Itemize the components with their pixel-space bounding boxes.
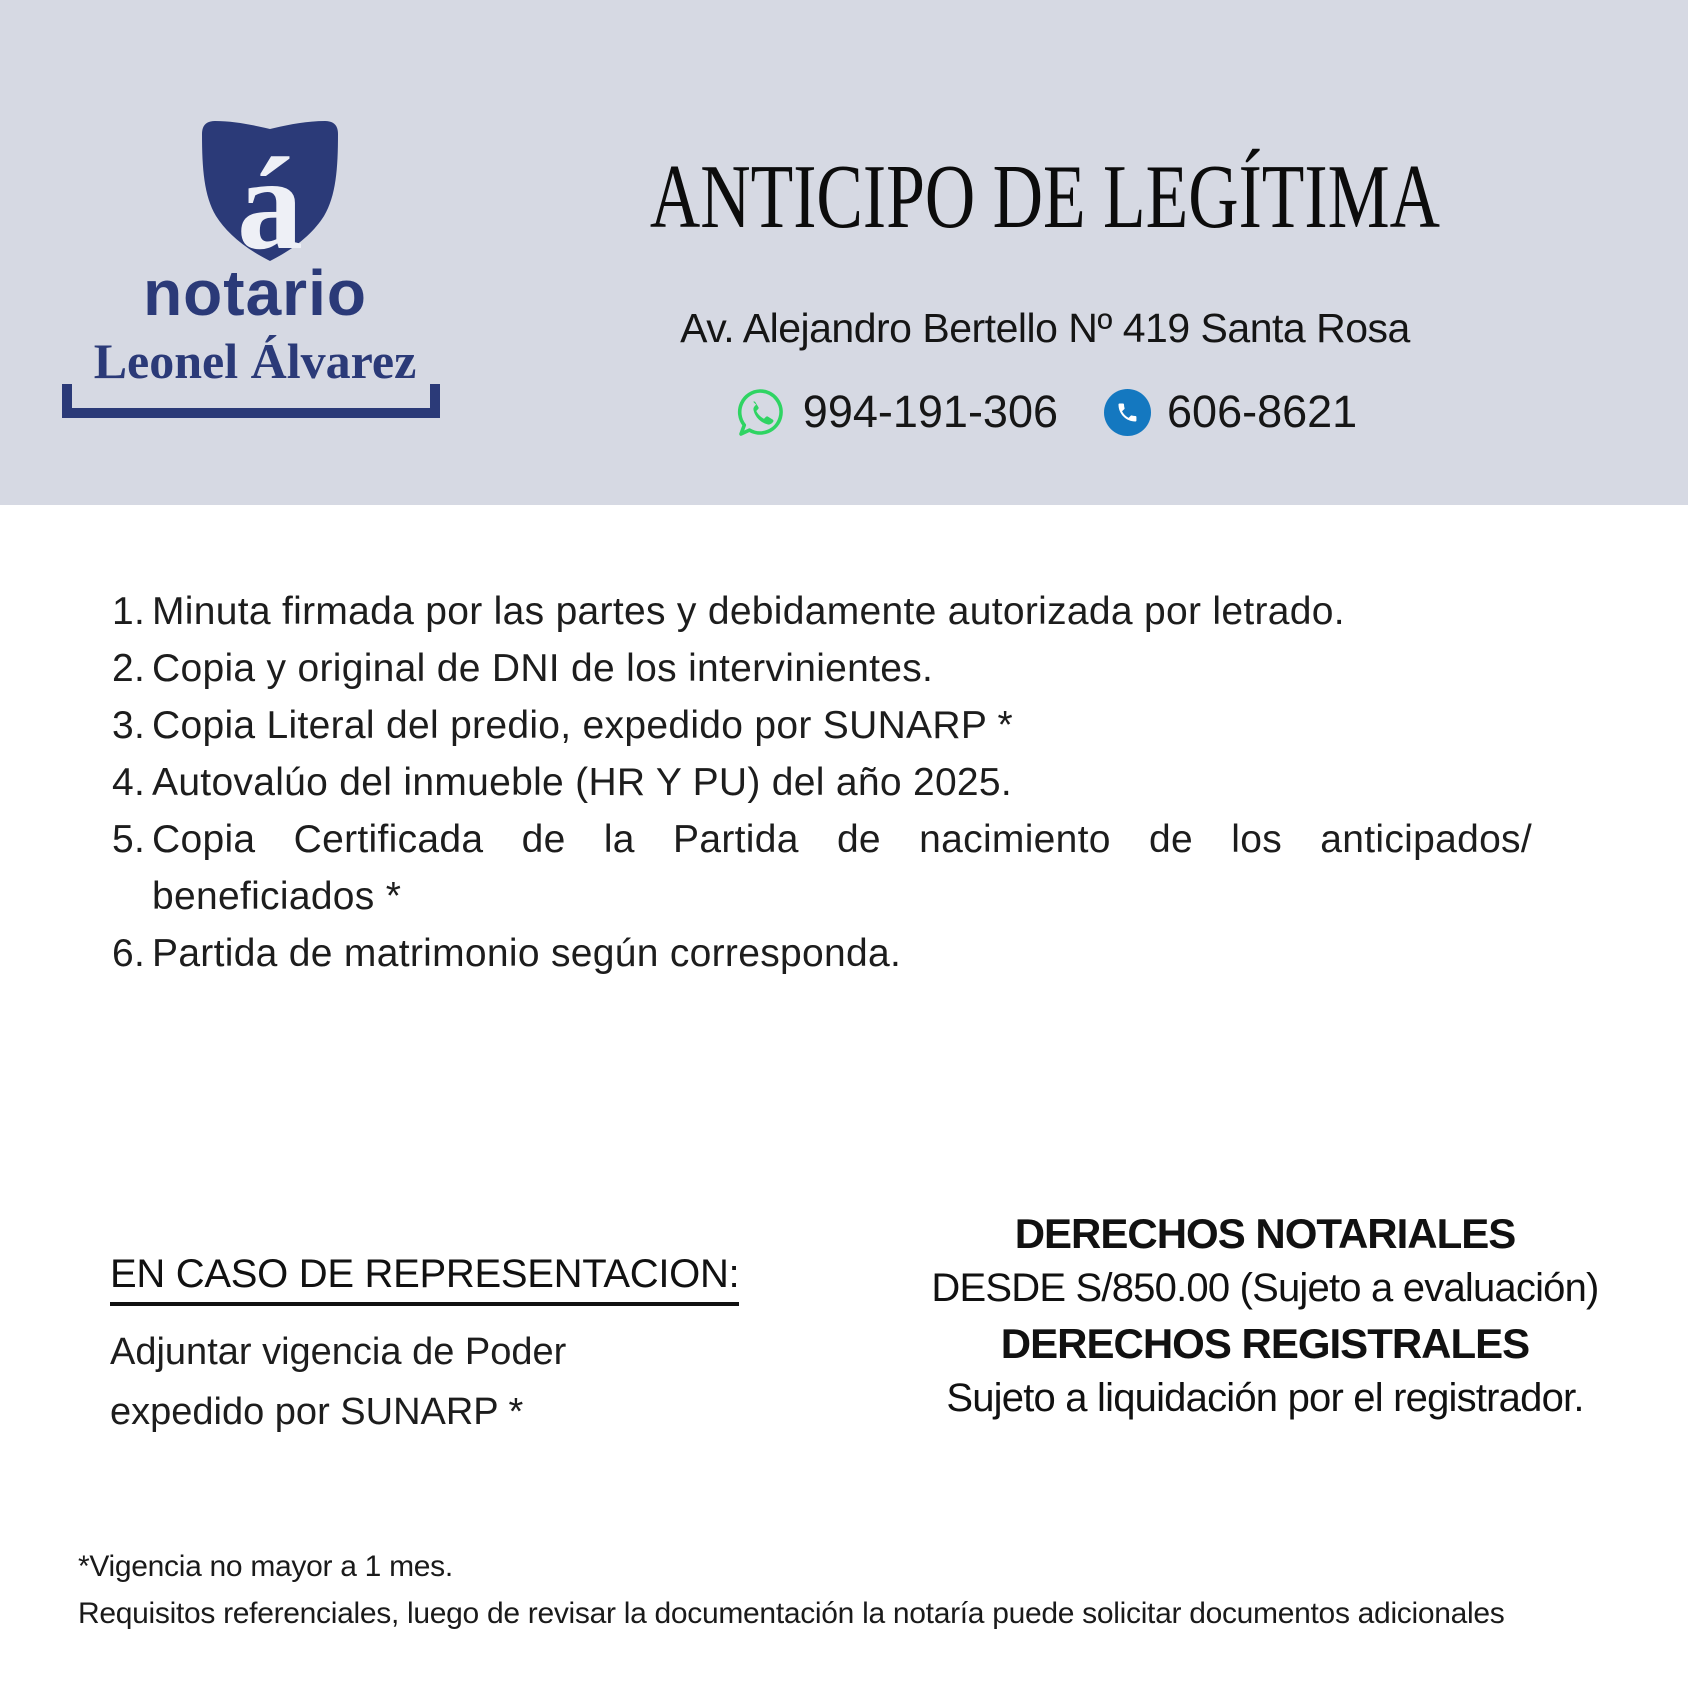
requirement-item: Partida de matrimonio según corresponda. — [152, 932, 902, 975]
landline-number: 606-8621 — [1167, 386, 1358, 437]
phone-icon — [1104, 389, 1151, 436]
notarial-fees-heading: DERECHOS NOTARIALES — [1014, 1210, 1516, 1257]
footnote-disclaimer: Requisitos referenciales, luego de revisar la documentación la notaría puede solicitar documentos adicionales — [78, 1597, 1505, 1630]
requirement-item: Copia y original de DNI de los intervinientes. — [152, 647, 934, 690]
requirement-item: Autovalúo del inmueble (HR Y PU) del año 2025. — [152, 761, 1013, 804]
page-title: ANTICIPO DE LEGÍTIMA — [649, 147, 1441, 248]
representation-heading: EN CASO DE REPRESENTACION: — [110, 1252, 739, 1306]
header-band — [0, 0, 1688, 505]
requirements-list — [112, 583, 1532, 982]
registral-fees-heading: DERECHOS REGISTRALES — [1000, 1320, 1530, 1367]
fees-block — [880, 1206, 1650, 1426]
requirement-item: Copia Literal del predio, expedido por SUNARP * — [152, 704, 1014, 747]
footnotes — [78, 1543, 1558, 1637]
registral-fees-detail: Sujeto a liquidación por el registrador. — [946, 1376, 1584, 1420]
representation-block — [110, 1252, 800, 1442]
footnote-validity: *Vigencia no mayor a 1 mes. — [78, 1550, 453, 1583]
representation-line: Adjuntar vigencia de Poder — [110, 1331, 567, 1373]
address-line: Av. Alejandro Bertello Nº 419 Santa Rosa — [680, 305, 1410, 351]
brand-wordmark: notario — [143, 257, 367, 329]
shield-letter: á — [237, 130, 303, 277]
whatsapp-number: 994-191-306 — [802, 386, 1059, 437]
notarial-fees-detail: DESDE S/850.00 (Sujeto a evaluación) — [931, 1266, 1599, 1310]
brand-name: Leonel Álvarez — [93, 333, 417, 389]
requirement-item: Minuta firmada por las partes y debidamente autorizada por letrado. — [152, 590, 1345, 633]
notary-shield-logo — [192, 110, 348, 277]
requirement-item: Copia Certificada de la Partida de nacimiento de los anticipados/ beneficiados * — [152, 818, 1532, 918]
brand-underline-bracket — [62, 384, 440, 418]
contact-row — [540, 382, 1550, 442]
representation-line: expedido por SUNARP * — [110, 1391, 524, 1433]
whatsapp-icon — [733, 385, 787, 439]
